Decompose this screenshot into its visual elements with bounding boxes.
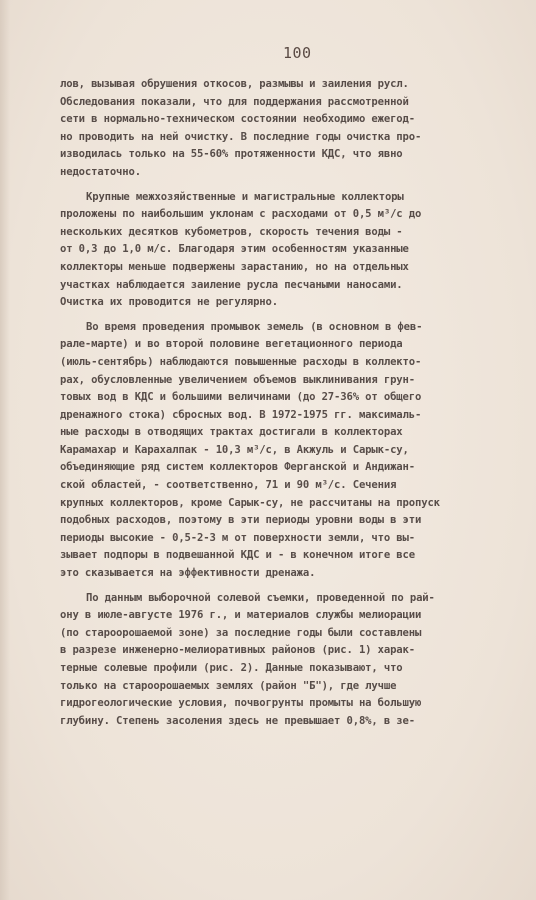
text-line: дренажного стока) сбросных вод. В 1972-1975 гг. максималь- [60,408,422,421]
text-line: рах, обусловленные увеличением объемов выклинивания грун- [60,373,415,386]
text-line: По данным выборочной солевой съемки, проведенной по рай- [86,591,435,604]
text-line: рале-марте) и во второй половине вегетационного периода [60,338,403,351]
text-line: объединяющие ряд систем коллекторов Ферганской и Андижан- [60,461,415,474]
text-line: гидрогеологические условия, почвогрунты промыты на большую [60,697,422,710]
page-edge-shadow [0,0,10,900]
text-line: глубину. Степень засоления здесь не превышает 0,8%, в зе- [60,714,415,727]
text-line: Во время проведения промывок земель (в основном в фев- [86,320,423,333]
text-line: (июль-сентябрь) наблюдаются повышенные расходы в коллекто- [60,355,422,368]
text-line: периоды высокие - 0,5-2-3 м от поверхности земли, что вы- [60,531,415,544]
text-line: только на староорошаемых землях (район "Б"), где лучше [60,679,397,692]
paragraph [60,319,520,583]
text-line: недостаточно. [60,165,141,178]
text-line: но проводить на ней очистку. В последние годы очистка про- [60,130,422,143]
text-line: это сказывается на эффективности дренажа. [60,567,316,580]
text-line: ону в июле-августе 1976 г., и материалов службы мелиорации [60,609,422,622]
page-number: 100 [283,44,312,62]
paragraph [60,590,520,731]
body-text [60,76,520,730]
text-line: Очистка их проводится не регулярно. [60,296,278,309]
paragraph-gap [60,312,520,319]
text-line: Обследования показали, что для поддержания рассмотренной [60,95,409,108]
text-line: лов, вызывая обрушения откосов, размывы и заиления русл. [60,78,409,90]
paragraph [60,189,520,312]
text-line: зывает подпоры в подвешанной КДС и - в конечном итоге все [60,549,415,562]
text-line: Карамахар и Карахалпак - 10,3 м³/с, в Акжуль и Сарык-су, [60,443,409,456]
paragraph-gap [60,583,520,590]
text-line: ской областей, - соответственно, 71 и 90 м³/с. Сечения [60,479,397,492]
text-line: (по староорошаемой зоне) за последние годы были составлены [60,626,422,639]
text-line: ные расходы в отводящих трактах достигали в коллекторах [60,426,403,439]
text-line: коллекторы меньше подвержены зарастанию, но на отдельных [60,260,409,273]
text-line: изводилась только на 55-60% протяженности КДС, что явно [60,148,403,161]
text-line: крупных коллекторов, кроме Сарык-су, не рассчитаны на пропуск [60,496,440,509]
text-line: от 0,3 до 1,0 м/с. Благодаря этим особенностям указанные [60,243,409,256]
paragraph [60,76,520,182]
text-line: терные солевые профили (рис. 2). Данные показывают, что [60,662,403,674]
text-line: сети в нормально-техническом состоянии необходимо ежегод- [60,113,415,126]
text-line: подобных расходов, поэтому в эти периоды уровни воды в эти [60,514,422,527]
text-line: Крупные межхозяйственные и магистральные коллекторы [86,190,404,203]
paragraph-gap [60,182,520,189]
text-line: товых вод в КДС и большими величинами (до 27-36% от общего [60,391,422,404]
text-line: участках наблюдается заиление русла песчаными наносами. [60,278,403,291]
text-line: в разрезе инженерно-мелиоративных районов (рис. 1) харак- [60,644,415,657]
text-line: нескольких десятков кубометров, скорость течения воды - [60,225,403,238]
text-line: проложены по наибольшим уклонам с расходами от 0,5 м³/с до [60,208,422,221]
